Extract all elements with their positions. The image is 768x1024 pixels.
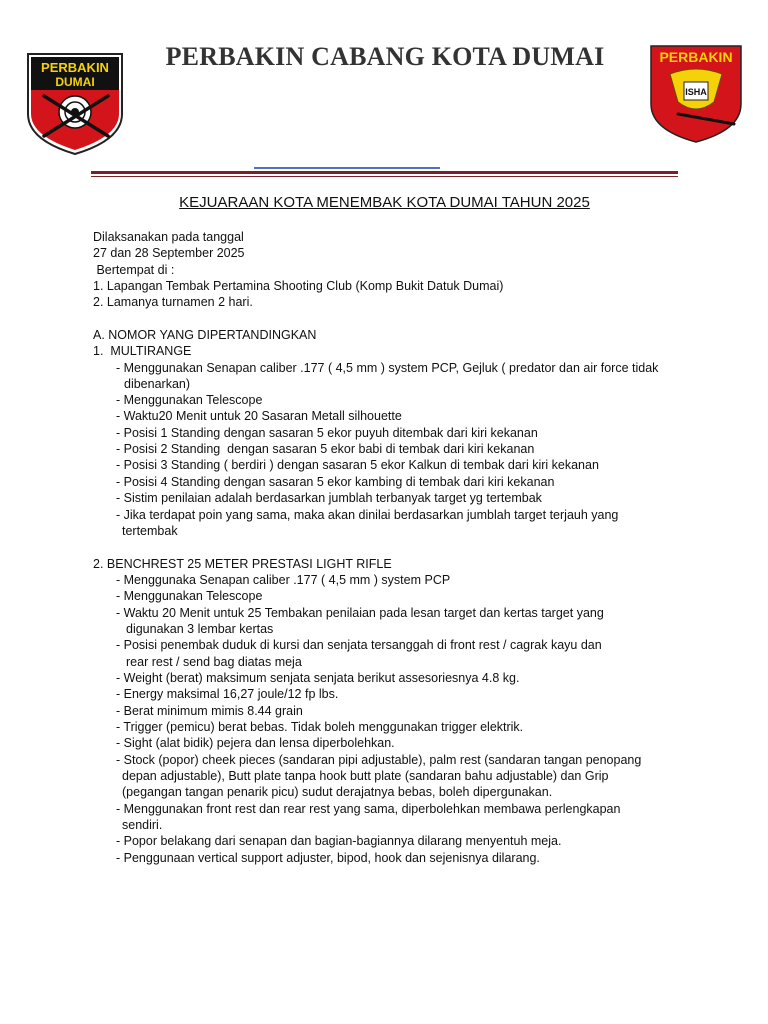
list-item: - Menggunakan Senapan caliber .177 ( 4,5 mm ) system PCP, Gejluk ( predator dan air force tidak bbox=[116, 361, 659, 375]
text-line: 2. Lamanya turnamen 2 hari. bbox=[93, 295, 253, 309]
list-item: - Menggunakan Telescope bbox=[116, 393, 263, 407]
logo-left-top-text: PERBAKIN bbox=[41, 60, 109, 75]
list-item-continuation: digunakan 3 lembar kertas bbox=[126, 622, 274, 636]
list-item: - Trigger (pemicu) berat bebas. Tidak boleh menggunakan trigger elektrik. bbox=[116, 720, 524, 734]
list-item: - Penggunaan vertical support adjuster, bipod, hook dan sejenisnya dilarang. bbox=[116, 851, 540, 865]
list-item: - Waktu 20 Menit untuk 25 Tembakan penilaian pada lesan target dan kertas target yang bbox=[116, 606, 604, 620]
list-item: - Sistim penilaian adalah berdasarkan jumblah terbanyak target yg tertembak bbox=[116, 491, 542, 505]
subsection-heading: 1. MULTIRANGE bbox=[93, 344, 192, 358]
list-item: - Energy maksimal 16,27 joule/12 fp lbs. bbox=[116, 687, 339, 701]
list-item-continuation: dibenarkan) bbox=[124, 377, 191, 391]
list-item: - Jika terdapat poin yang sama, maka akan dinilai berdasarkan jumblah target terjauh yang bbox=[116, 508, 619, 522]
text-line: Dilaksanakan pada tanggal bbox=[93, 230, 244, 244]
list-item-continuation: (pegangan tangan penarik picu) sudut derajatnya bebas, boleh dipergunakan. bbox=[122, 785, 553, 799]
text-line: 27 dan 28 September 2025 bbox=[93, 246, 245, 260]
list-item: - Posisi 2 Standing dengan sasaran 5 ekor babi di tembak dari kiri kekanan bbox=[116, 442, 535, 456]
list-item: - Stock (popor) cheek pieces (sandaran pipi adjustable), palm rest (sandaran tangan penopang bbox=[116, 753, 642, 767]
list-item: - Popor belakang dari senapan dan bagian-bagiannya dilarang menyentuh meja. bbox=[116, 834, 562, 848]
header-rule bbox=[91, 171, 678, 174]
perbakin-dumai-logo bbox=[24, 52, 126, 156]
list-item: - Menggunakan front rest dan rear rest yang sama, diperbolehkan membawa perlengkapan bbox=[116, 802, 621, 816]
list-item: - Menggunakan Telescope bbox=[116, 589, 263, 603]
org-title: PERBAKIN CABANG KOTA DUMAI bbox=[165, 42, 605, 71]
list-item-continuation: sendiri. bbox=[122, 818, 163, 832]
list-item: - Posisi 3 Standing ( berdiri ) dengan sasaran 5 ekor Kalkun di tembak dari kiri kekanan bbox=[116, 458, 599, 472]
list-item: - Berat minimum mimis 8.44 grain bbox=[116, 704, 303, 718]
text-line: Bertempat di : bbox=[93, 263, 175, 277]
list-item: - Waktu20 Menit untuk 20 Sasaran Metall silhouette bbox=[116, 409, 402, 423]
list-item-continuation: depan adjustable), Butt plate tanpa hook butt plate (sandaran bahu adjustable) dan Grip bbox=[122, 769, 609, 783]
list-item-continuation: rear rest / send bag diatas meja bbox=[126, 655, 302, 669]
list-item: - Posisi 4 Standing dengan sasaran 5 ekor kambing di tembak dari kiri kekanan bbox=[116, 475, 555, 489]
logo-left-bottom-text: DUMAI bbox=[55, 75, 95, 89]
list-item: - Menggunaka Senapan caliber .177 ( 4,5 mm ) system PCP bbox=[116, 573, 451, 587]
list-item-continuation: tertembak bbox=[122, 524, 178, 538]
logo-right-emblem-text: ISHA bbox=[685, 87, 707, 97]
text-line: 1. Lapangan Tembak Pertamina Shooting Club (Komp Bukit Datuk Dumai) bbox=[93, 279, 504, 293]
subsection-heading: 2. BENCHREST 25 METER PRESTASI LIGHT RIFLE bbox=[93, 557, 392, 571]
list-item: - Posisi 1 Standing dengan sasaran 5 ekor puyuh ditembak dari kiri kekanan bbox=[116, 426, 538, 440]
header-rule-thin bbox=[91, 176, 678, 177]
link-underline-decoration bbox=[254, 167, 440, 169]
section-heading: A. NOMOR YANG DIPERTANDINGKAN bbox=[93, 328, 317, 342]
perbakin-isha-logo bbox=[648, 44, 744, 144]
list-item: - Posisi penembak duduk di kursi dan senjata tersanggah di front rest / cagrak kayu dan bbox=[116, 638, 602, 652]
document-title: KEJUARAAN KOTA MENEMBAK KOTA DUMAI TAHUN 2025 bbox=[179, 194, 590, 211]
list-item: - Sight (alat bidik) pejera dan lensa diperbolehkan. bbox=[116, 736, 395, 750]
list-item: - Weight (berat) maksimum senjata senjata berikut assesoriesnya 4.8 kg. bbox=[116, 671, 520, 685]
logo-right-top-text: PERBAKIN bbox=[659, 49, 733, 65]
